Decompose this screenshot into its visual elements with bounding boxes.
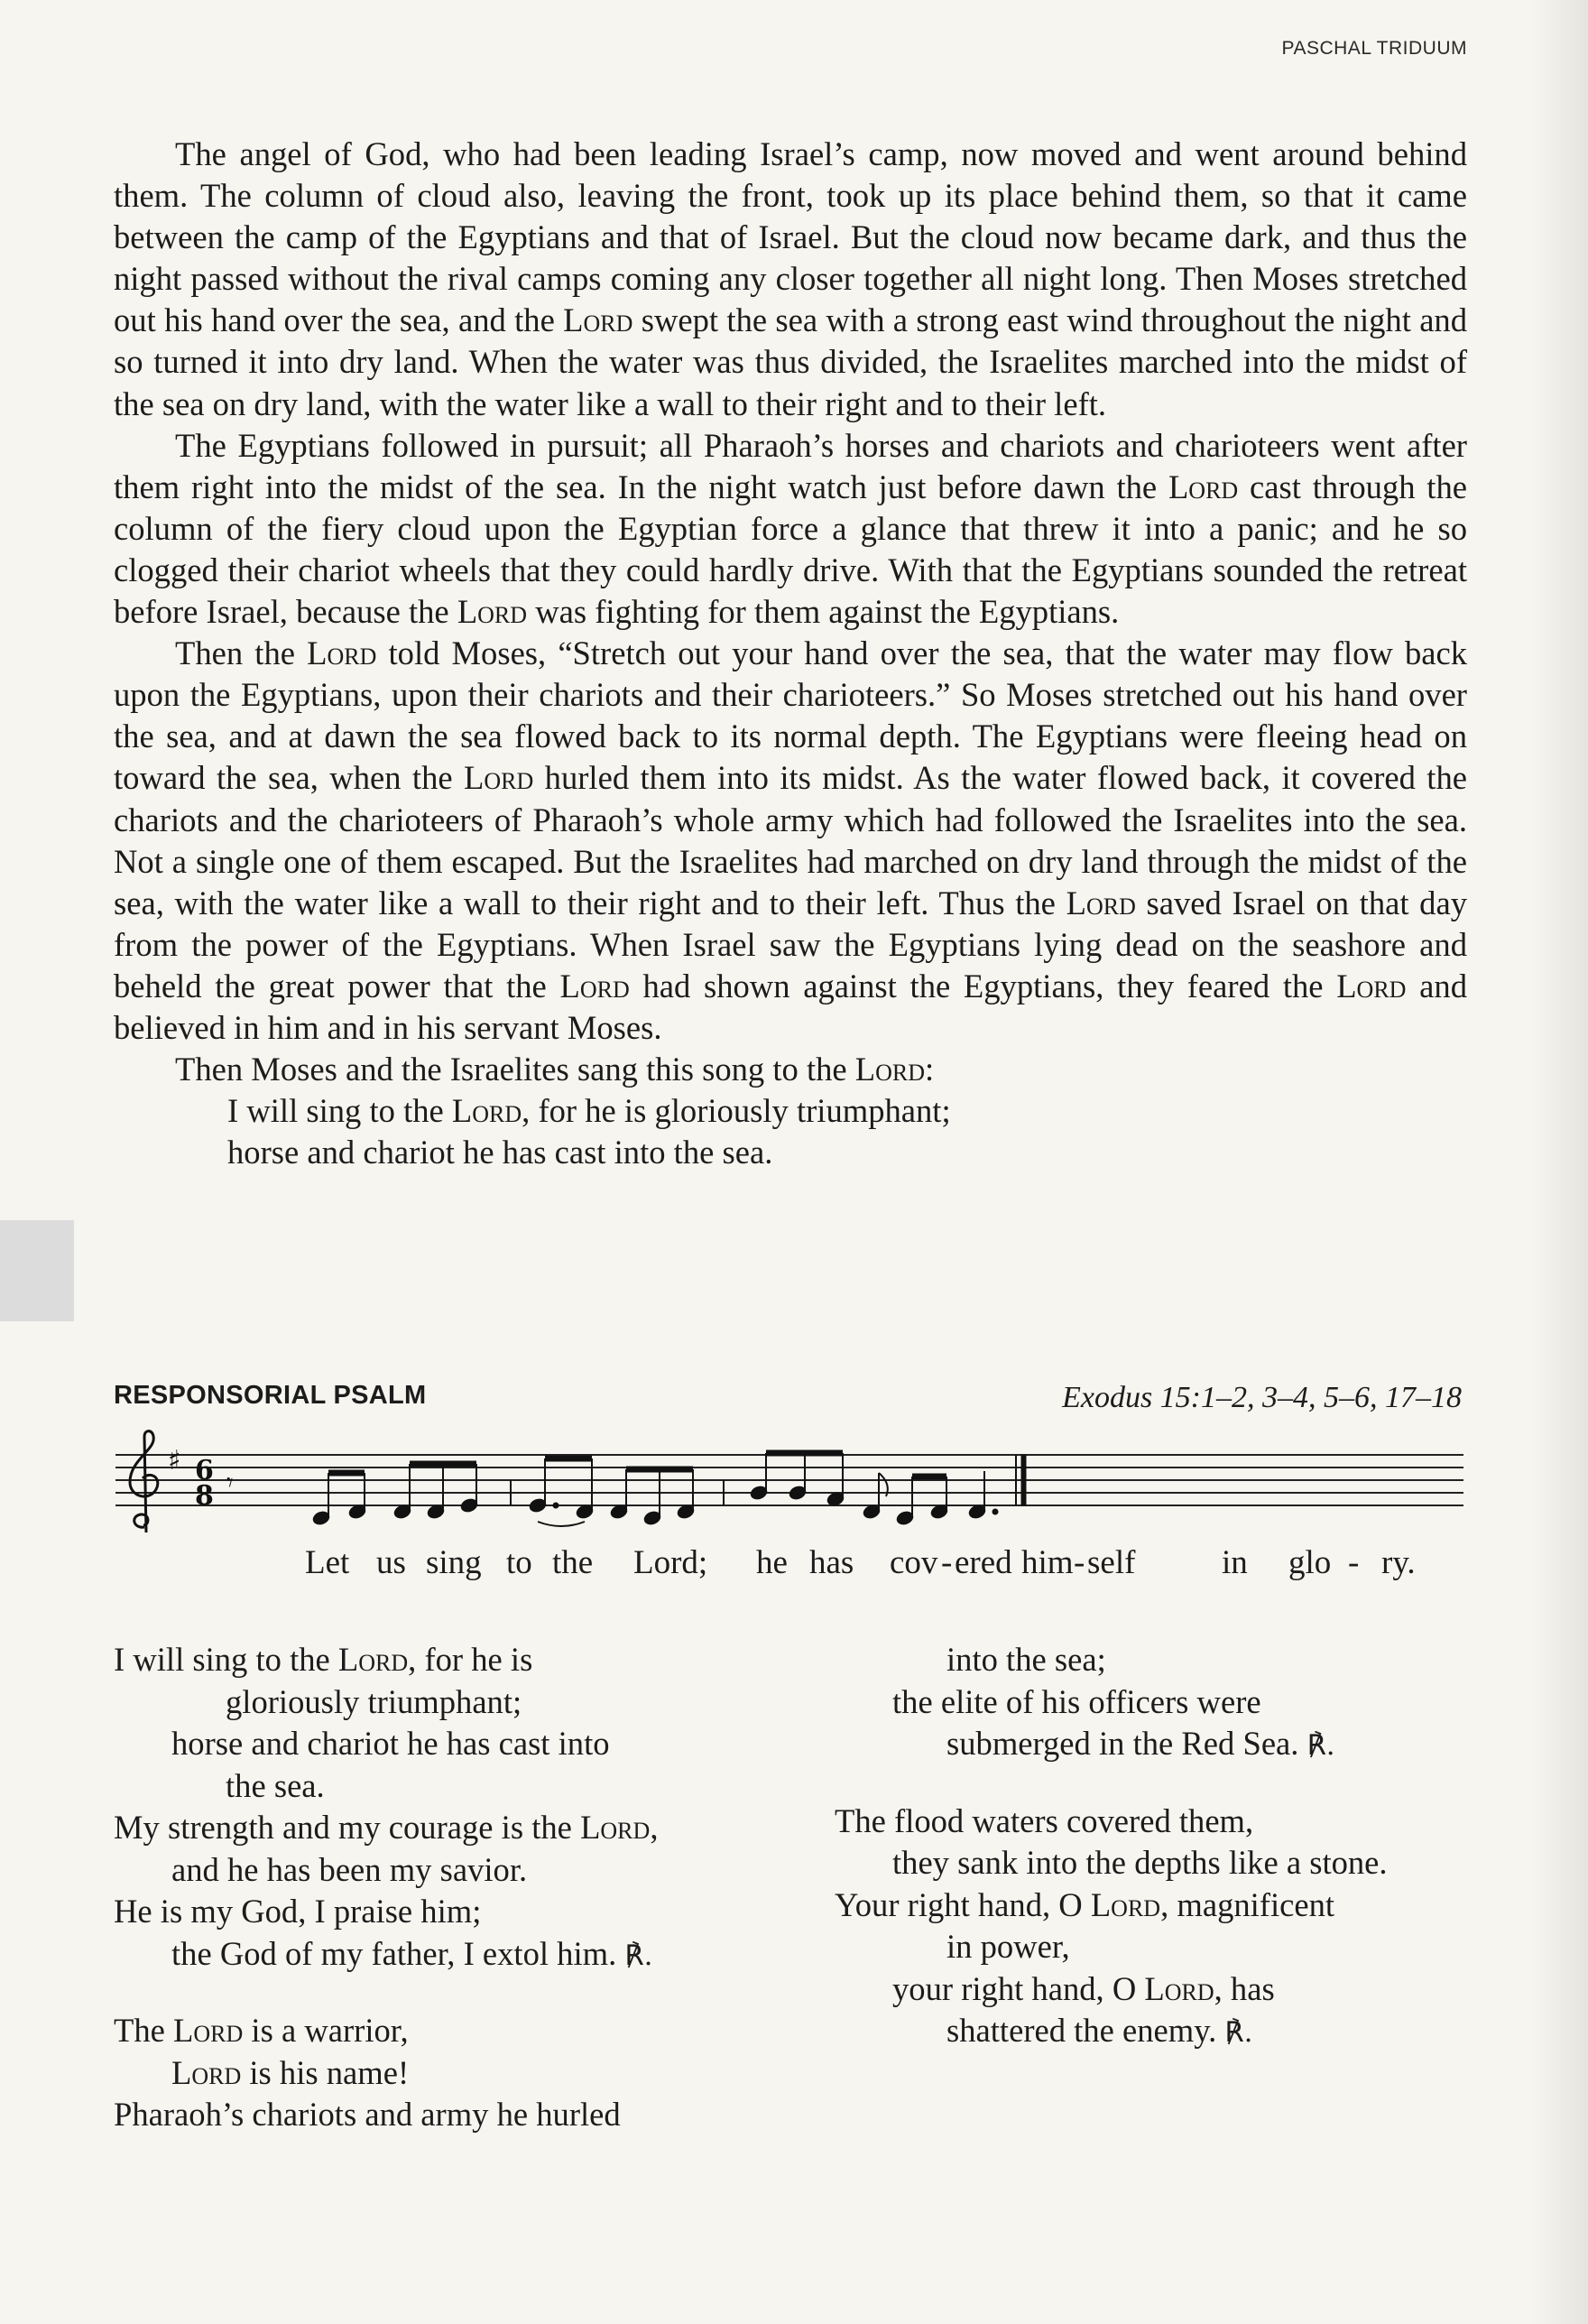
lyric-syllable: to	[506, 1544, 532, 1581]
staff-lines	[115, 1455, 1463, 1505]
lyric-syllable: ry.	[1381, 1544, 1416, 1581]
lyric-syllable: Let	[305, 1544, 350, 1581]
verse-line: the sea.	[226, 1766, 325, 1804]
verse-line: horse and chariot he has cast into	[171, 1725, 610, 1762]
psalm-reference: Exodus 15:1–2, 3–4, 5–6, 17–18	[1062, 1381, 1462, 1414]
response-symbol: ℟.	[1224, 2016, 1253, 2049]
time-sig-bottom: 8	[195, 1480, 214, 1512]
verse-line: gloriously triumphant;	[226, 1682, 522, 1720]
lyric-syllable: us	[376, 1544, 406, 1581]
lyric-syllable: self	[1087, 1544, 1136, 1581]
lyric-hyphen: -	[1348, 1544, 1360, 1581]
reading-paragraph-2: The Egyptians followed in pursuit; all Pharaoh’s horses and chariots and charioteers went after them right into the midst of the sea. In the night watch just before dawn the Lord cast through the column of the fiery cloud upon the Egyptian force a glance that threw it into a panic; and he so clogged their chariot wheels that they could hardly drive. With that the Egyptians sounded the retreat before Israel, because the Lord was fighting for them against the Egyptians.	[114, 426, 1467, 631]
verse-line: in power,	[946, 1928, 1070, 1965]
lyric-syllable: ered	[955, 1544, 1012, 1581]
verse-line: The flood waters covered them,	[835, 1801, 1254, 1839]
reading-paragraph-4: Then Moses and the Israelites sang this song to the Lord:	[175, 1051, 935, 1088]
psalm-title: RESPONSORIAL PSALM	[114, 1381, 427, 1410]
lyric-hyphen: -	[1074, 1544, 1085, 1581]
lyric-syllable: him	[1021, 1544, 1074, 1581]
verse-line: the elite of his officers were	[892, 1682, 1261, 1720]
verse-line: shattered the enemy. ℟.	[946, 2012, 1253, 2049]
verse-line: Your right hand, O Lord, magnificent	[835, 1885, 1335, 1923]
reading-paragraph-3: Then the Lord told Moses, “Stretch out your hand over the sea, that the water may flow back upon the Egyptians, upon their chariots and their charioteers.” So Moses stretched out his hand over the sea, and at dawn the sea flowed back to its normal depth. The Egyptians were fleeing head on toward the sea, when the Lord hurled them into its midst. As the water flowed back, it covered the chariots and the charioteers of Pharaoh’s whole army which had followed the Israelites into the sea. Not a single one of them escaped. But the Israelites had marched on dry land through the midst of the sea, with the water like a wall to their right and to their left. Thus the Lord saved Israel on that day from the power of the Egyptians. When Israel saw the Egyptians lying dead on the seashore and beheld the great power that the Lord had shown against the Egyptians, they feared the Lord and believed in him and in his servant Moses.	[114, 634, 1467, 1046]
verse-line: your right hand, O Lord, has	[892, 1969, 1275, 2007]
eighth-rest: 𝄾	[226, 1468, 234, 1497]
verse-line: they sank into the depths like a stone.	[892, 1844, 1388, 1881]
verses-left-column	[114, 1639, 817, 2136]
verse-line: My strength and my courage is the Lord,	[114, 1809, 659, 1846]
lyric-syllable: cov	[890, 1544, 938, 1581]
lyric-syllable: he	[756, 1544, 788, 1581]
verse-line: I will sing to the Lord, for he is	[114, 1641, 533, 1678]
section-thumb-tab	[0, 1220, 74, 1321]
page-edge-shadow	[1532, 0, 1588, 2324]
time-sig-top: 6	[195, 1455, 214, 1486]
canticle-line-1: I will sing to the Lord, for he is gloriously triumphant;	[227, 1092, 951, 1130]
verses-right-column	[835, 1639, 1502, 2054]
reading-text	[114, 134, 1467, 1173]
verse-line: Lord is his name!	[171, 2053, 410, 2091]
canticle-line-2: horse and chariot he has cast into the sea.	[227, 1134, 773, 1171]
verse-line: into the sea;	[946, 1641, 1106, 1678]
verse-line: He is my God, I praise him;	[114, 1893, 482, 1930]
verse-line: submerged in the Red Sea. ℟.	[946, 1725, 1335, 1762]
lyric-syllable: in	[1222, 1544, 1248, 1581]
response-lyrics	[0, 1543, 1588, 1588]
music-staff	[114, 1419, 1467, 1541]
psalm-heading	[114, 1381, 1462, 1422]
lyric-syllable: the	[552, 1544, 594, 1581]
verse-line: The Lord is a warrior,	[114, 2012, 409, 2049]
note-group-4	[609, 1469, 695, 1526]
lyric-syllable: has	[809, 1544, 854, 1581]
lyric-hyphen: -	[941, 1544, 953, 1581]
notes	[311, 1453, 1026, 1526]
reading-paragraph-1: The angel of God, who had been leading Israel’s camp, now moved and went around behind them. The column of cloud also, leaving the front, took up its place behind them, so that it came between the camp of the Egyptians and that of Israel. But the cloud now became dark, and thus the night passed without the rival camps coming any closer together all night long. Then Moses stretched out his hand over the sea, and the Lord swept the sea with a strong east wind throughout the night and so turned it into dry land. When the water was thus divided, the Israelites marched into the midst of the sea on dry land, with the water like a wall to their right and to their left.	[114, 135, 1468, 422]
verse-line: and he has been my savior.	[171, 1850, 528, 1888]
key-sharp: ♯	[168, 1445, 181, 1477]
running-head: PASCHAL TRIDUUM	[1281, 38, 1467, 59]
lyric-syllable: Lord;	[633, 1544, 708, 1581]
response-symbol: ℟.	[624, 1939, 653, 1972]
treble-clef-icon	[130, 1431, 158, 1532]
lyric-syllable: sing	[426, 1544, 482, 1581]
lyric-syllable: glo	[1288, 1544, 1332, 1581]
verse-line: the God of my father, I extol him. ℟.	[171, 1934, 653, 1972]
verse-line: Pharaoh’s chariots and army he hurled	[114, 2096, 621, 2133]
response-symbol: ℟.	[1306, 1729, 1335, 1762]
